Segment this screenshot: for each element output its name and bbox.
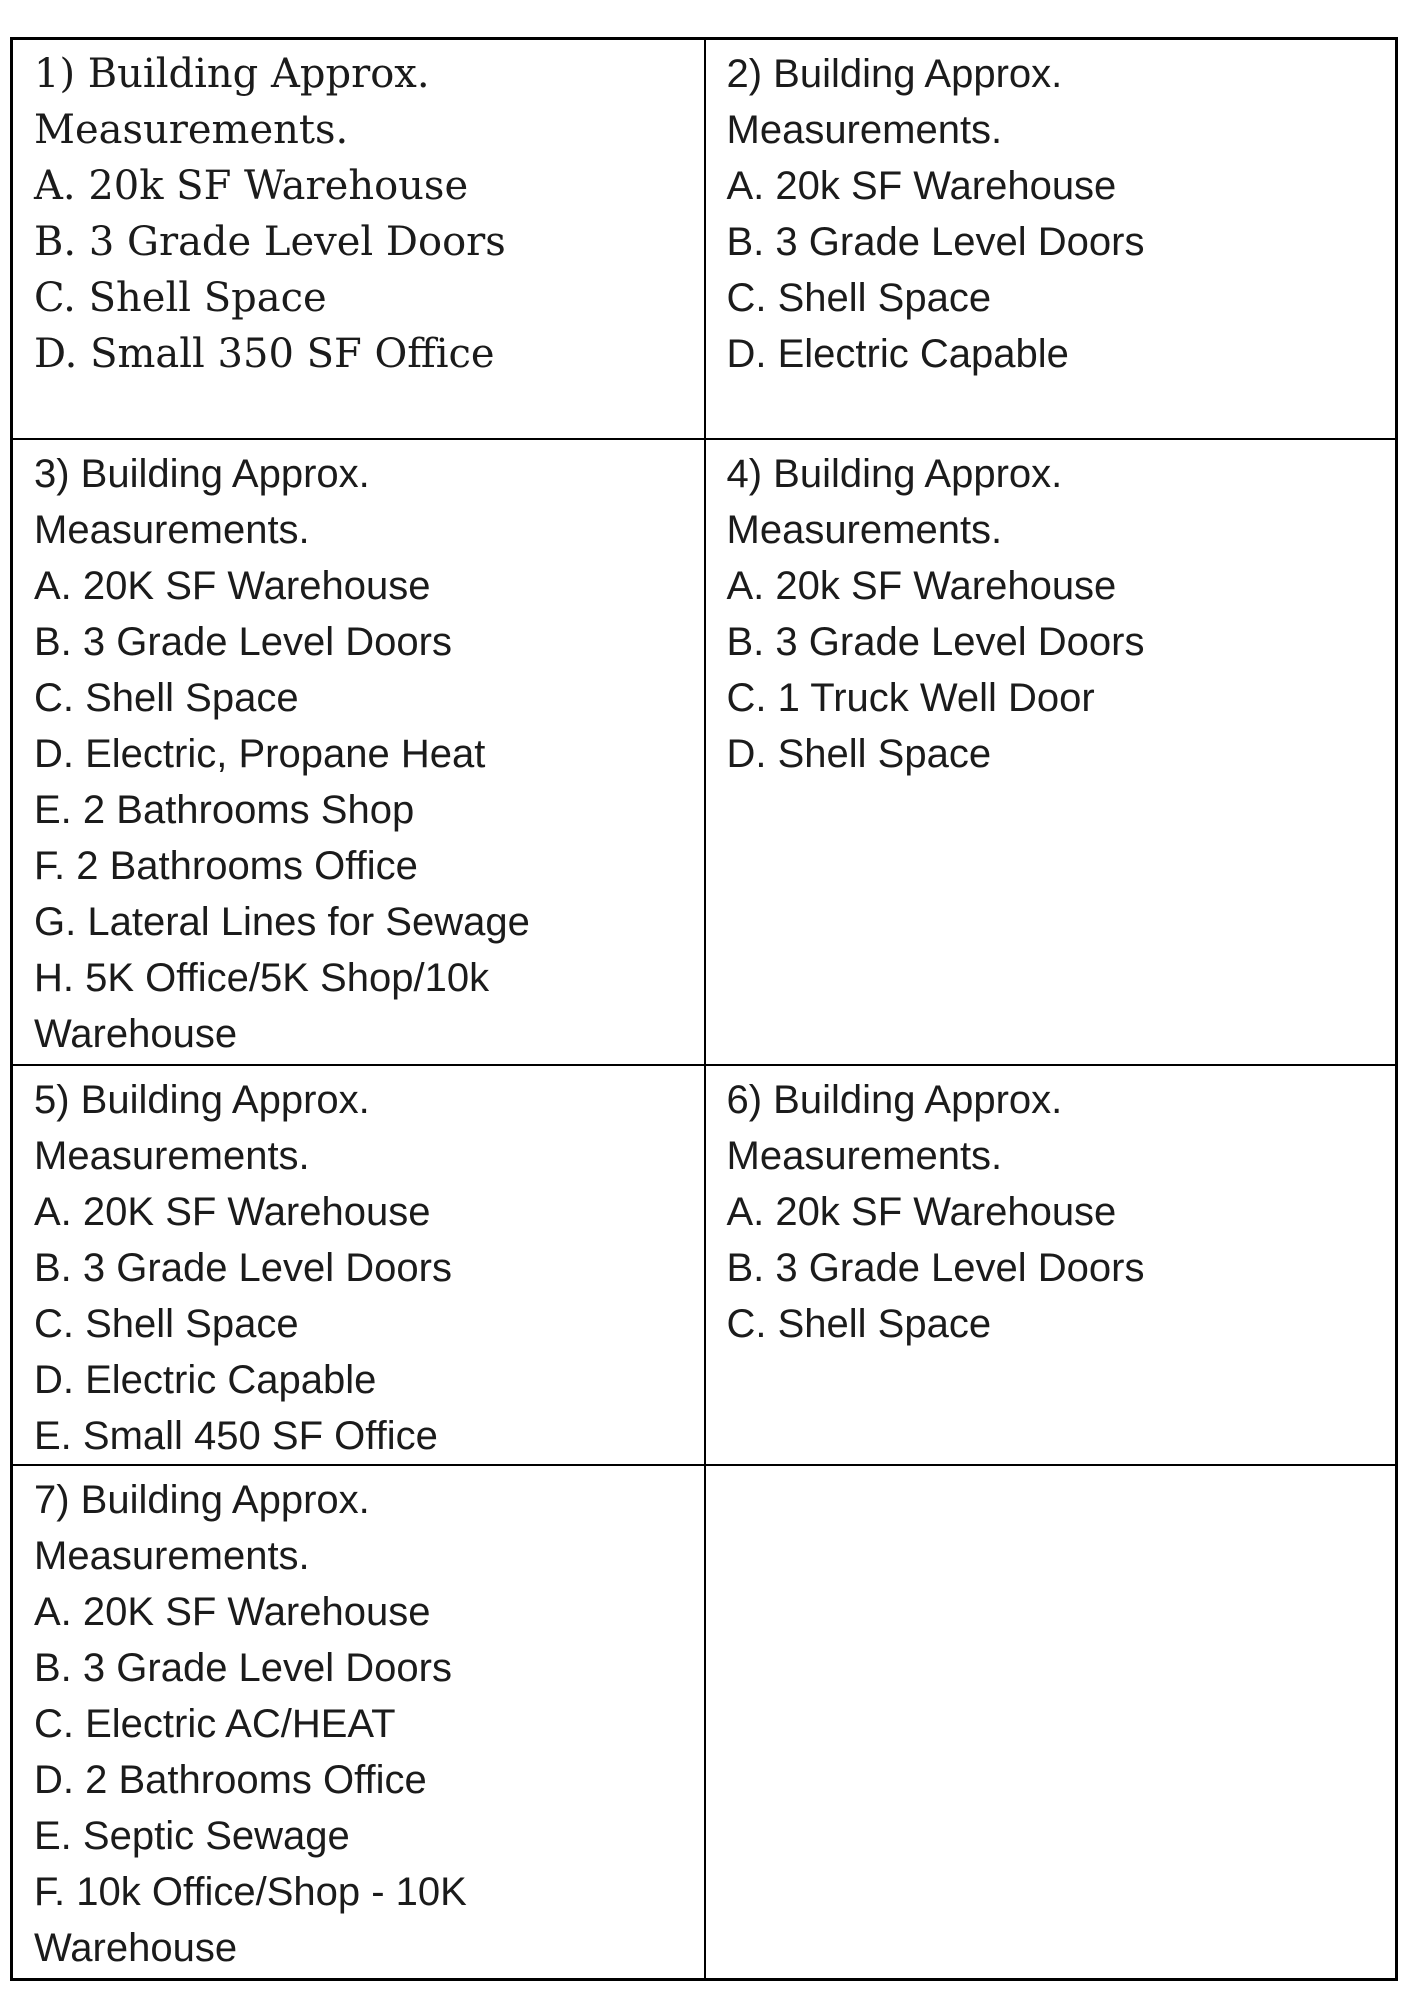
table-row — [12, 1065, 1397, 1465]
text-line: D. 2 Bathrooms Office — [34, 1757, 427, 1802]
text-line: D. Small 350 SF Office — [34, 331, 495, 377]
text-line: Measurements. — [726, 507, 1003, 552]
text-line: C. Electric AC/HEAT — [34, 1701, 396, 1746]
text-line: D. Electric, Propane Heat — [34, 731, 486, 776]
text-line: A. 20k SF Warehouse — [34, 163, 469, 209]
text-line: 7) Building Approx. — [34, 1477, 370, 1522]
text-line: A. 20K SF Warehouse — [34, 1189, 431, 1234]
text-line: B. 3 Grade Level Doors — [726, 619, 1145, 664]
text-line: D. Electric Capable — [34, 1357, 377, 1402]
text-line: F. 10k Office/Shop - 10K — [34, 1869, 467, 1914]
text-line: B. 3 Grade Level Doors — [726, 220, 1145, 264]
text-line: 1) Building Approx. — [34, 51, 430, 97]
text-line: 6) Building Approx. — [726, 1077, 1063, 1122]
text-line: Measurements. — [34, 507, 310, 552]
buildings-table — [10, 37, 1398, 1981]
text-line: B. 3 Grade Level Doors — [34, 619, 452, 664]
text-line: E. Septic Sewage — [34, 1813, 350, 1858]
table-row — [12, 1465, 1397, 1980]
text-line: A. 20K SF Warehouse — [34, 1589, 431, 1634]
text-line: A. 20k SF Warehouse — [726, 1189, 1117, 1234]
text-line: A. 20k SF Warehouse — [726, 563, 1117, 608]
text-line: C. Shell Space — [726, 276, 992, 320]
text-line: D. Shell Space — [726, 731, 992, 776]
table-row — [12, 39, 1397, 439]
text-line: Measurements. — [34, 107, 349, 153]
building-7-cell — [12, 1465, 705, 1980]
text-line: Warehouse — [34, 1925, 238, 1970]
text-line: C. 1 Truck Well Door — [726, 675, 1095, 720]
text-line: E. Small 450 SF Office — [34, 1413, 438, 1458]
empty-cell — [705, 1465, 1397, 1980]
text-line: A. 20k SF Warehouse — [726, 164, 1117, 208]
text-line: A. 20K SF Warehouse — [34, 563, 431, 608]
building-3-cell — [12, 439, 705, 1065]
text-line: H. 5K Office/5K Shop/10k — [34, 955, 490, 1000]
building-4-cell — [705, 439, 1397, 1065]
text-line: Measurements. — [726, 1133, 1003, 1178]
text-line: D. Electric Capable — [726, 332, 1069, 376]
building-5-cell — [12, 1065, 705, 1465]
text-line: 2) Building Approx. — [726, 52, 1063, 96]
text-line: F. 2 Bathrooms Office — [34, 843, 418, 888]
text-line: 4) Building Approx. — [726, 451, 1063, 496]
building-6-cell — [705, 1065, 1397, 1465]
text-line: Warehouse — [34, 1011, 238, 1056]
text-line: E. 2 Bathrooms Shop — [34, 787, 415, 832]
text-line: B. 3 Grade Level Doors — [34, 1645, 452, 1690]
text-line: C. Shell Space — [34, 1301, 299, 1346]
text-line: Measurements. — [34, 1533, 310, 1578]
text-line: 3) Building Approx. — [34, 451, 370, 496]
building-1-cell — [12, 39, 705, 439]
text-line: B. 3 Grade Level Doors — [726, 1245, 1145, 1290]
building-2-cell — [705, 39, 1397, 439]
text-line: Measurements. — [726, 108, 1003, 152]
text-line: C. Shell Space — [726, 1301, 992, 1346]
text-line: B. 3 Grade Level Doors — [34, 219, 506, 265]
text-line: C. Shell Space — [34, 275, 327, 321]
text-line: 5) Building Approx. — [34, 1077, 370, 1122]
text-line: G. Lateral Lines for Sewage — [34, 899, 530, 944]
text-line: Measurements. — [34, 1133, 310, 1178]
table-row — [12, 439, 1397, 1065]
text-line: B. 3 Grade Level Doors — [34, 1245, 452, 1290]
text-line: C. Shell Space — [34, 675, 299, 720]
